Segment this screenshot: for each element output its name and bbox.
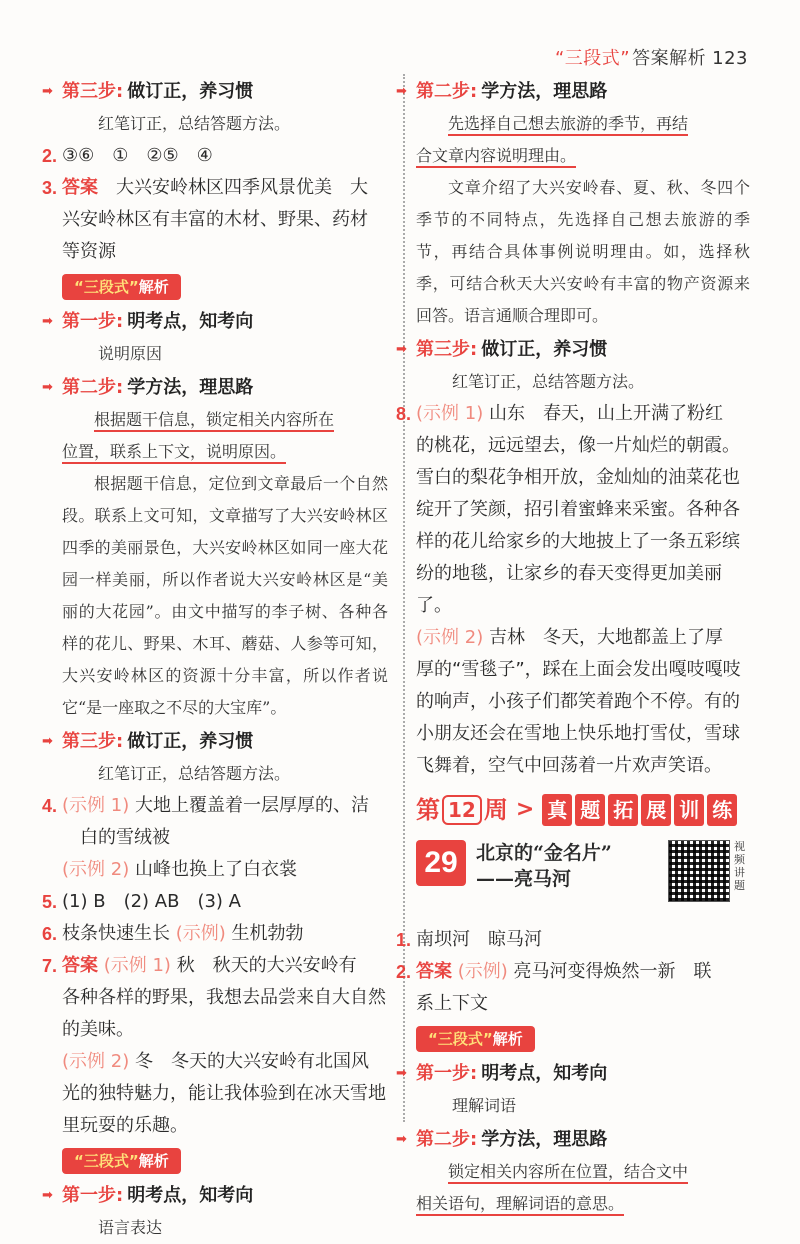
step-arrow-icon: ➡ bbox=[396, 1132, 407, 1147]
qr-code-icon[interactable] bbox=[668, 840, 730, 902]
question-8: 8. (示例 1) 山东 春天，山上开满了粉红 的桃花，远远望去，像一片灿烂的朝霞。雪白的梨花争相开放，金灿灿的油菜花也绽开了笑颜，招引着蜜蜂来采蜜。各种各样的花儿给家乡的大地披上了一条五彩缤纷的地毯，让家乡的春天变得更加美丽了。 (示例 2) 吉林 冬天，大地都盖上了厚 厚的“雪毯子”，踩在上面会发出嘎吱嘎吱的响声，小孩子们都笑着跑个不停。有的小朋友还会在雪地上快乐地打雪仗，雪球飞舞着，空气中回荡着一片欢声笑语。 bbox=[396, 403, 741, 776]
method-underlined: 锁定相关内容所在位置，结合文中 bbox=[416, 1156, 750, 1188]
step-arrow-icon: ➡ bbox=[396, 342, 407, 357]
lesson-title: 北京的“金名片” ——亮马河 bbox=[476, 842, 612, 890]
step-text: 红笔订正，总结答题方法。 bbox=[452, 372, 645, 391]
week-banner: 第 12 周 > 真 题 拓 展 训 练 bbox=[416, 790, 750, 830]
analysis-badge: “三段式”解析 bbox=[62, 274, 181, 300]
step-1: ➡ 第一步: 明考点，知考向 bbox=[62, 1180, 388, 1212]
question-6: 6. 枝条快速生长 (示例) 生机勃勃 bbox=[42, 923, 304, 944]
lesson-question-1: 1. 南坝河 晾马河 bbox=[396, 929, 542, 950]
question-2: 2. ③⑥ ① ②⑤ ④ bbox=[42, 145, 213, 166]
step-3: ➡ 第三步: 做订正，养习惯 bbox=[416, 334, 750, 366]
question-4: 4. (示例 1) 大地上覆盖着一层厚厚的、洁 白的雪绒被 (示例 2) 山峰也换上了白衣裳 bbox=[42, 795, 369, 880]
page-number: 123 bbox=[712, 48, 748, 69]
step-arrow-icon: ➡ bbox=[396, 84, 407, 99]
step-2: ➡ 第二步: 学方法，理思路 bbox=[62, 372, 388, 404]
step-text: 语言表达 bbox=[98, 1218, 163, 1237]
analysis-paragraph: 根据题干信息，定位到文章最后一个自然段。联系上文可知，文章描写了大兴安岭林区四季的美丽景色，大兴安岭林区如同一座大花园一样美丽，所以作者说大兴安岭林区是“美丽的大花园”。由文中描写的李子树、各种各样的花儿、野果、木耳、蘑菇、人参等可知，大兴安岭林区的资源十分丰富，所以作者说它“是一座取之不尽的大宝库”。 bbox=[62, 474, 388, 717]
analysis-paragraph: 文章介绍了大兴安岭春、夏、秋、冬四个季节的不同特点，先选择自己想去旅游的季节，再结合具体事例说明理由。如，选择秋季，可结合秋天大兴安岭有丰富的物产资源来回答。语言通顺合理即可。 bbox=[416, 178, 750, 325]
lesson-question-2: 2. 答案 (示例) 亮马河变得焕然一新 联 系上下文 bbox=[396, 961, 712, 1014]
header-title: 答案解析 bbox=[632, 48, 707, 69]
step-text: 说明原因 bbox=[98, 344, 163, 363]
question-7: 7. 答案 (示例 1) 秋 秋天的大兴安岭有 各种各样的野果，我想去品尝来自大自然的美味。 (示例 2) 冬 冬天的大兴安岭有北国风 光的独特魅力，能让我体验到在冰天雪地里玩耍的乐趣。 bbox=[42, 955, 386, 1136]
method-underlined: 先选择自己想去旅游的季节，再结 bbox=[416, 108, 750, 140]
step-arrow-icon: ➡ bbox=[42, 734, 53, 749]
step-text: 红笔订正，总结答题方法。 bbox=[98, 114, 291, 133]
step-3: ➡ 第三步: 做订正，养习惯 bbox=[62, 76, 388, 108]
lesson-number: 29 bbox=[416, 840, 466, 886]
right-column: ➡ 第二步: 学方法，理思路 先选择自己想去旅游的季节，再结 合文章内容说明理由。 文章介绍了大兴安岭春、夏、秋、冬四个季节的不同特点，先选择自己想去旅游的季节，再结合具体事例说明理由。如，选择秋季，可结合秋天大兴安岭有丰富的物产资源来回答。语言通顺合理即可。 ➡ 第三步: 做订正，养习惯 红笔订正，总结答题方法。 8. (示例 1) 山东 春天，山上开满了粉红 的桃花，远远望去，像一片灿烂的朝霞。雪白的梨花争相开放，金灿灿的油菜花也绽开了笑颜，招引着蜜蜂来采蜜。各种各样的花儿给家乡的大地披上了一条五彩缤纷的地毯，让家乡的春天变得更加美丽了。 (示例 2) 吉林 冬天，大地都盖上了厚 厚的“雪毯子”，踩在上面会发出嘎吱嘎吱的响声，小孩子们都笑着跑个不停。有的小朋友还会在雪地上快乐地打雪仗，雪球飞舞着，空气中回荡着一片欢声笑语。 第 12 周 > 真 题 拓 展 训 练 29 北京的“金名片” ——亮马河 视频讲题 1. 南坝河 晾马河 2. 答案 (示例) 亮马河变得焕然一新 联 系上下文 “三段式”解析 ➡ 第一步: 明考点，知考向 理解词语 ➡ 第二步: 学方法，理思路 锁定相关内容所在位置，结合文中 相关语句，理解词语的意思。 bbox=[416, 74, 750, 1220]
analysis-badge: “三段式”解析 bbox=[62, 1148, 181, 1174]
step-3: ➡ 第三步: 做订正，养习惯 bbox=[62, 726, 388, 758]
step-text: 理解词语 bbox=[452, 1096, 517, 1115]
step-arrow-icon: ➡ bbox=[42, 380, 53, 395]
step-1: ➡ 第一步: 明考点，知考向 bbox=[62, 306, 388, 338]
qr-label: 视频讲题 bbox=[734, 840, 745, 892]
question-3: 3. 答案 大兴安岭林区四季风景优美 大 兴安岭林区有丰富的木材、野果、药材 等资源 bbox=[42, 177, 368, 262]
answer-tag: 答案 bbox=[62, 177, 98, 198]
chevron-right-icon: > bbox=[515, 797, 535, 822]
step-2: ➡ 第二步: 学方法，理思路 bbox=[416, 76, 750, 108]
step-text: 红笔订正，总结答题方法。 bbox=[98, 764, 291, 783]
left-column: ➡ 第三步: 做订正，养习惯 红笔订正，总结答题方法。 2. ③⑥ ① ②⑤ ④ 3. 答案 大兴安岭林区四季风景优美 大 兴安岭林区有丰富的木材、野果、药材 等资源 “三段式”解析 ➡ 第一步: 明考点，知考向 说明原因 ➡ 第二步: 学方法，理思路 根据题干信息，锁定相关内容所在 位置，联系上下文，说明原因。 根据题干信息，定位到文章最后一个自然段。联系上文可知，文章描写了大兴安岭林区四季的美丽景色，大兴安岭林区如同一座大花园一样美丽，所以作者说大兴安岭林区是“美丽的大花园”。由文中描写的李子树、各种各样的花儿、野果、木耳、蘑菇、人参等可知，大兴安岭林区的资源十分丰富，所以作者说它“是一座取之不尽的大宝库”。 ➡ 第三步: 做订正，养习惯 红笔订正，总结答题方法。 4. (示例 1) 大地上覆盖着一层厚厚的、洁 白的雪绒被 (示例 2) 山峰也换上了白衣裳 5. (1) B (2) AB (3) A 6. 枝条快速生长 (示例) 生机勃勃 7. 答案 (示例 1) 秋 秋天的大兴安岭有 各种各样的野果，我想去品尝来自大自然的美味。 (示例 2) 冬 冬天的大兴安岭有北国风 光的独特魅力，能让我体验到在冰天雪地里玩耍的乐趣。 “三段式”解析 ➡ 第一步: 明考点，知考向 语言表达 bbox=[62, 74, 388, 1244]
header-series: “三段式” bbox=[554, 48, 631, 69]
lesson-header bbox=[416, 840, 750, 924]
question-5: 5. (1) B (2) AB (3) A bbox=[42, 891, 241, 912]
step-1: ➡ 第一步: 明考点，知考向 bbox=[416, 1058, 750, 1090]
step-arrow-icon: ➡ bbox=[42, 1188, 53, 1203]
analysis-badge: “三段式”解析 bbox=[416, 1026, 535, 1052]
step-2: ➡ 第二步: 学方法，理思路 bbox=[416, 1124, 750, 1156]
step-arrow-icon: ➡ bbox=[42, 84, 53, 99]
page-header bbox=[555, 44, 748, 70]
step-arrow-icon: ➡ bbox=[42, 314, 53, 329]
method-underlined: 根据题干信息，锁定相关内容所在 bbox=[62, 404, 388, 436]
step-arrow-icon: ➡ bbox=[396, 1066, 407, 1081]
